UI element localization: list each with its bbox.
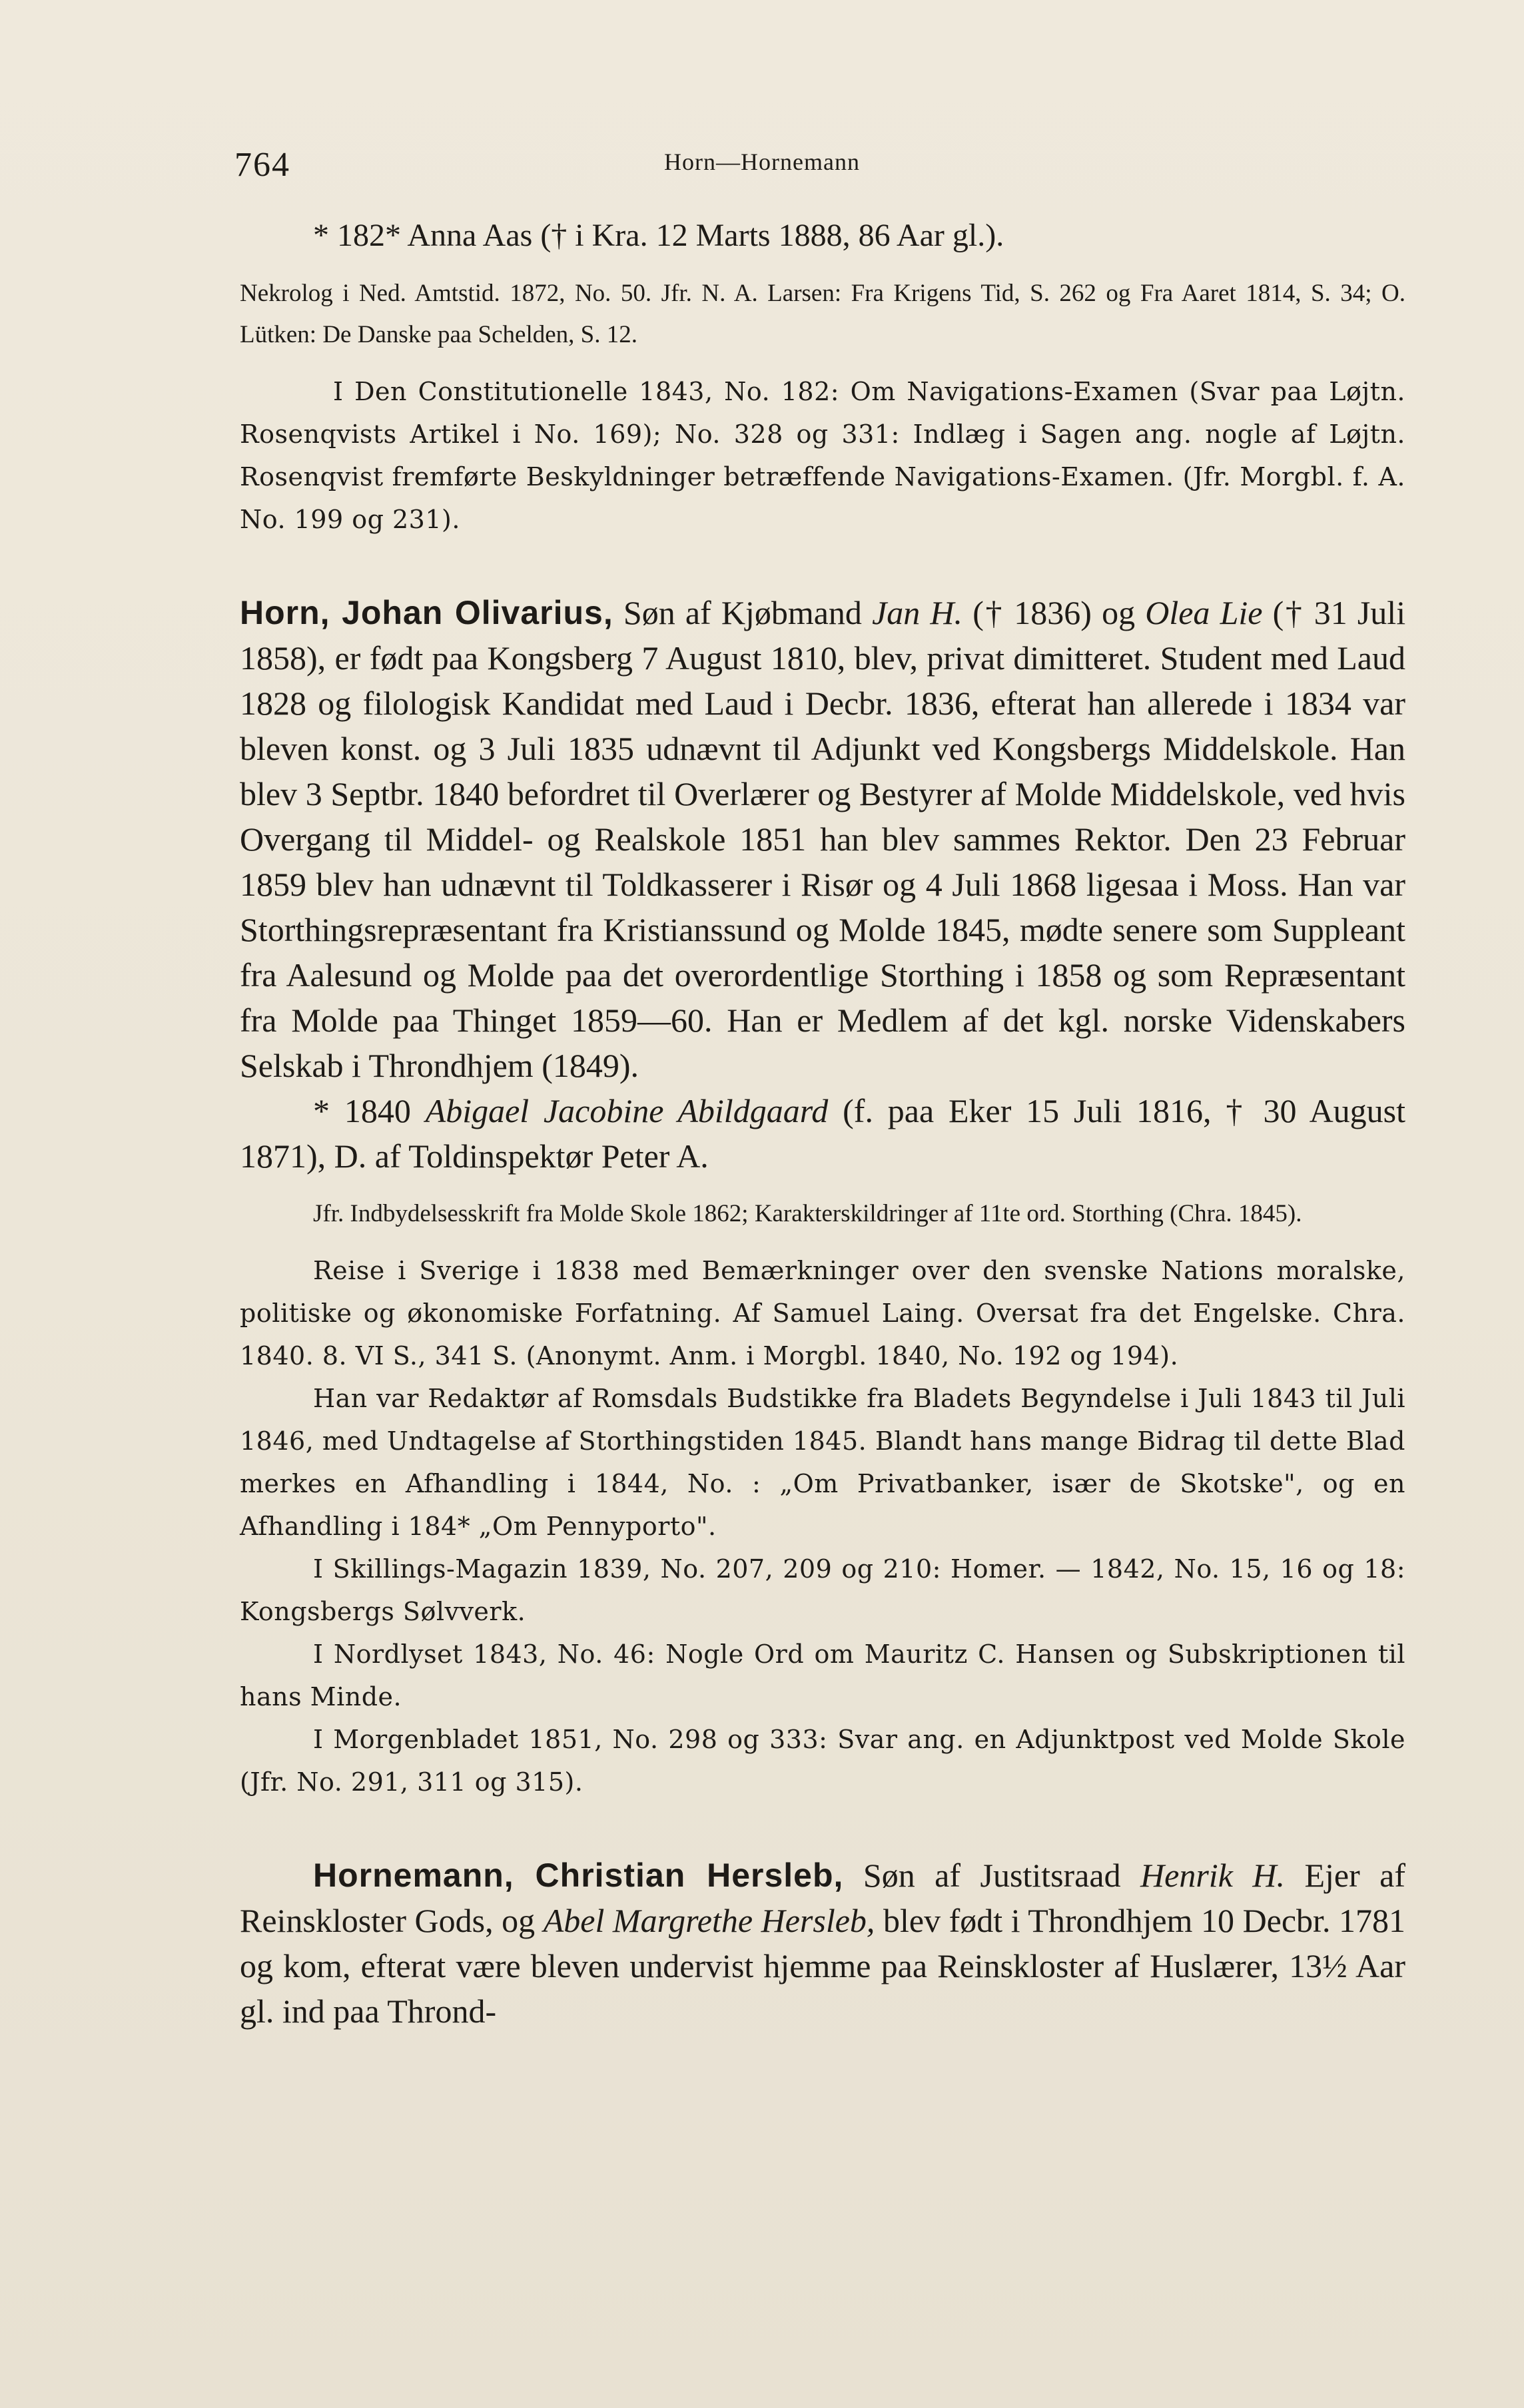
mother-name: Abel Margrethe Hersleb, bbox=[543, 1902, 875, 1939]
reference-note: Nekrolog i Ned. Amtstid. 1872, No. 50. Jfr. N. A. Larsen: Fra Krigens Tid, S. 262 og Fra Aaret 1814, S. 34; O. Lütken: De Danske paa Schelden, S. 12. bbox=[240, 280, 1405, 348]
publication-note: I Den Constitutionelle 1843, No. 182: Om Navigations-Examen (Svar paa Løjtn. Rosenqvists Artikel i No. 169); No. 328 og 331: Indlæg i Sagen ang. nogle af Løjtn. Rosenqvist fremførte Beskyldninger betræffende Navigations-Examen. (Jfr. Morgbl. f. A. No. 199 og 231). bbox=[240, 377, 1405, 534]
entry-name: Hornemann, Christian Hersleb, bbox=[313, 1857, 844, 1894]
works-note: Han var Redaktør af Romsdals Budstikke fra Bladets Begyndelse i Juli 1843 til Juli 1846, med Undtagelse af Storthingstiden 1845. Blandt hans mange Bidrag til dette Blad merkes en Afhandling i 1844, No. : „Om Privatbanker, især de Skotske", og en Afhandling i 184* „Om Pennyporto". bbox=[240, 1384, 1405, 1541]
works-note: I Morgenbladet 1851, No. 298 og 333: Svar ang. en Adjunktpost ved Molde Skole (Jfr. No. 291, 311 og 315). bbox=[240, 1725, 1405, 1797]
entry-name: Horn, Johan Olivarius, bbox=[240, 594, 613, 631]
marriage-line: * 1840 Abigael Jacobine Abildgaard (f. paa Eker 15 Juli 1816, † 30 August 1871), D. af Toldinspektør Peter A. bbox=[240, 1092, 1406, 1175]
works-note: Reise i Sverige i 1838 med Bemærkninger over den svenske Nations moralske, politiske og økonomiske Forfatning. Af Samuel Laing. Oversat fra det Engelske. Chra. 1840. 8. VI S., 341 S. (Anonymt. Anm. i Morgbl. 1840, No. 192 og 194). bbox=[240, 1256, 1405, 1370]
entry-text: blev født i Throndhjem 10 Decbr. 1781 og kom, efterat være bleven undervist hjemme paa Reinskloster af Huslærer, 13½ Aar gl. ind paa Thrond- bbox=[240, 1902, 1406, 2030]
reference-note: Jfr. Indbydelsesskrift fra Molde Skole 1862; Karakterskildringer af 11te ord. Storthing (Chra. 1845). bbox=[313, 1200, 1302, 1227]
works-note: I Nordlyset 1843, No. 46: Nogle Ord om Mauritz C. Hansen og Subskriptionen til hans Minde. bbox=[240, 1640, 1405, 1711]
running-head: Horn—Hornemann bbox=[664, 149, 860, 175]
page-number: 764 bbox=[234, 146, 290, 184]
entry-horn: Horn, Johan Olivarius, Søn af Kjøbmand Jan H. († 1836) og Olea Lie († 31 Juli 1858), er født paa Kongsberg 7 August 1810, blev, privat dimitteret. Student med Laud 1828 og filologisk Kandidat med Laud i Decbr. 1836, efterat han allerede i 1834 var bleven konst. og 3 Juli 1835 udnævnt til Adjunkt ved Kongsbergs Middelskole. Han blev 3 Septbr. 1840 befordret til Overlærer og Bestyrer af Molde Middelskole, ved hvis Overgang til Middel- og Realskole 1851 han blev sammes Rektor. Den 23 Februar 1859 blev han udnævnt til Toldkasserer i Risør og 4 Juli 1868 ligesaa i Moss. Han var Storthingsrepræsentant fra Kristianssund og Molde 1845, mødte senere som Suppleant fra Aalesund og Molde paa det overordentlige Storthing i 1858 og som Repræsentant fra Molde paa Thinget 1859—60. Han er Medlem af det kgl. norske Videnskabers Selskab i Throndhjem (1849). bbox=[240, 594, 1406, 1084]
page-body bbox=[240, 213, 1405, 2034]
father-name: Henrik H. bbox=[1140, 1857, 1285, 1894]
entry-hornemann: Hornemann, Christian Hersleb, Søn af Justitsraad Henrik H. Ejer af Reinskloster Gods, og Abel Margrethe Hersleb, blev født i Throndhjem 10 Decbr. 1781 og kom, efterat være bleven undervist hjemme paa Reinskloster af Huslærer, 13½ Aar gl. ind paa Thrond- bbox=[240, 1857, 1406, 2030]
spouse-name: Abigael Jacobine Abildgaard bbox=[425, 1092, 829, 1129]
mother-name: Olea Lie bbox=[1145, 594, 1263, 631]
works-note: I Skillings-Magazin 1839, No. 207, 209 og 210: Homer. — 1842, No. 15, 16 og 18: Kongsbergs Sølvverk. bbox=[240, 1554, 1405, 1626]
marriage-line: * 182* Anna Aas († i Kra. 12 Marts 1888, 86 Aar gl.). bbox=[313, 218, 1004, 253]
entry-text: († 31 Juli 1858), er født paa Kongsberg 7 August 1810, blev, privat dimitteret. Student med Laud 1828 og filologisk Kandidat med Laud i Decbr. 1836, efterat han allerede i 1834 var bleven konst. og 3 Juli 1835 udnævnt til Adjunkt ved Kongsbergs Middelskole. Han blev 3 Septbr. 1840 befordret til Overlærer og Bestyrer af Molde Middelskole, ved hvis Overgang til Middel- og Realskole 1851 han blev sammes Rektor. Den 23 Februar 1859 blev han udnævnt til Toldkasserer i Risør og 4 Juli 1868 ligesaa i Moss. Han var Storthingsrepræsentant fra Kristianssund og Molde 1845, mødte senere som Suppleant fra Aalesund og Molde paa det overordentlige Storthing i 1858 og som Repræsentant fra Molde paa Thinget 1859—60. Han er Medlem af det kgl. norske Videnskabers Selskab i Throndhjem (1849). bbox=[240, 594, 1406, 1084]
father-name: Jan H. bbox=[872, 594, 963, 631]
